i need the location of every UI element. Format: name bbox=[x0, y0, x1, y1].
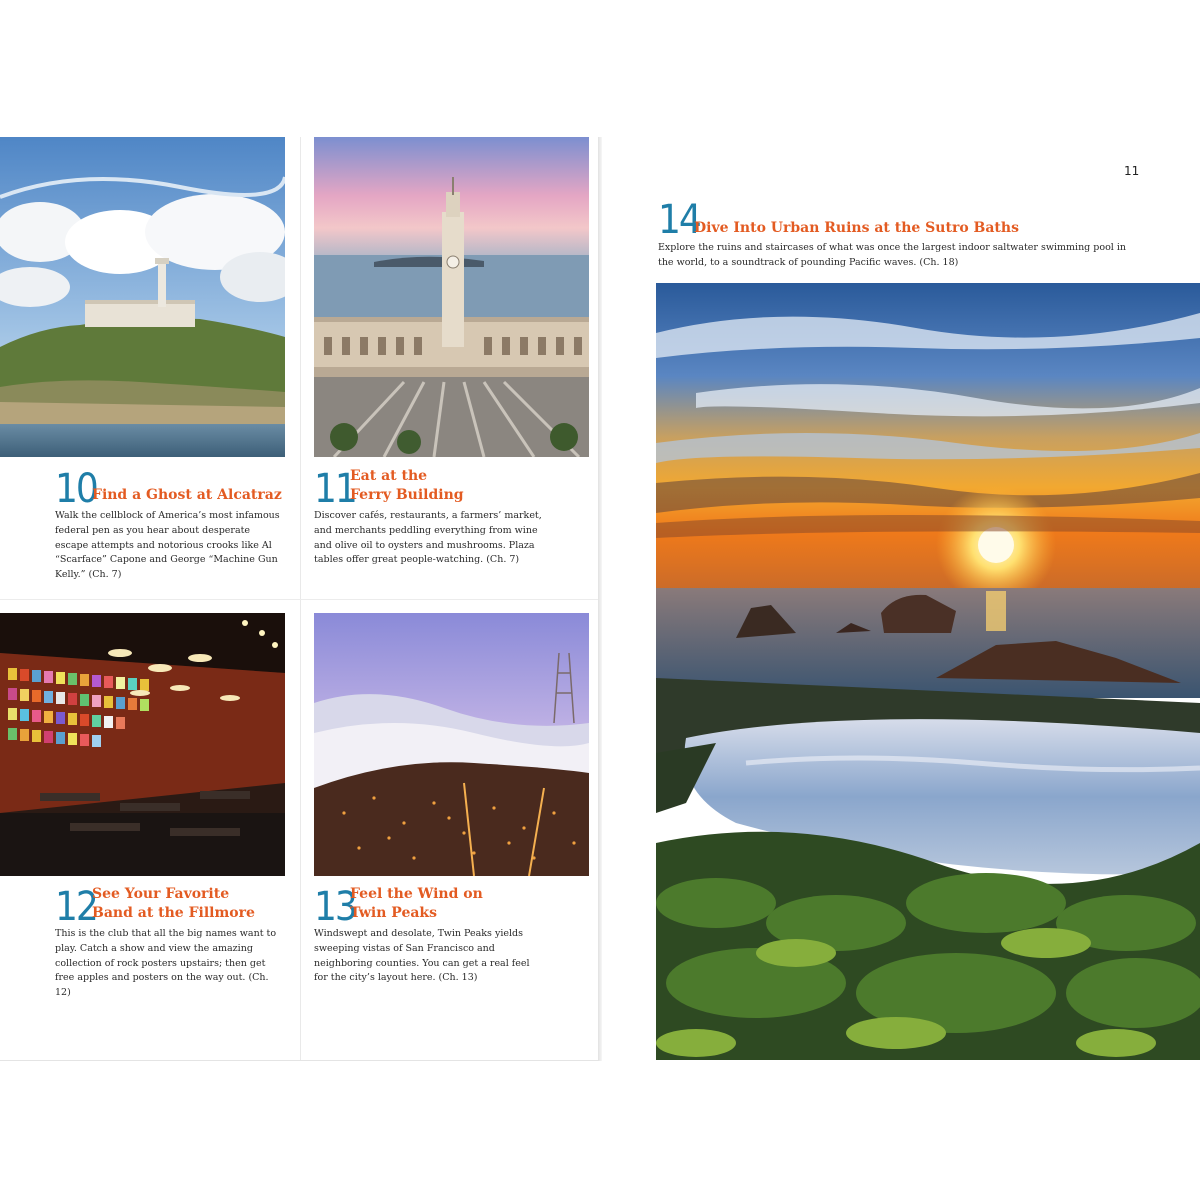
item-number: 13 bbox=[314, 884, 356, 930]
photo-twin-peaks bbox=[314, 613, 589, 876]
item-title: Dive Into Urban Ruins at the Sutro Baths bbox=[694, 220, 1019, 236]
item-number: 10 bbox=[55, 466, 97, 512]
item-description: Windswept and desolate, Twin Peaks yields sweeping vistas of San Francisco and neighboring counties. You can get a real feel for the city’s layout here. (Ch. 13) bbox=[314, 928, 530, 984]
item-title-line2: Ferry Building bbox=[350, 487, 464, 503]
book-spread bbox=[0, 137, 1200, 1061]
item-title: Find a Ghost at Alcatraz bbox=[92, 487, 282, 503]
item-description: Explore the ruins and staircases of what was once the largest indoor saltwater swimming pool in the world, to a soundtrack of pounding Pacific waves. (Ch. 18) bbox=[658, 242, 1127, 268]
item-number: 12 bbox=[55, 884, 97, 930]
item-title-line2: Twin Peaks bbox=[350, 905, 438, 921]
item-title-line1: Feel the Wind on bbox=[350, 886, 483, 902]
item-title-line2: Band at the Fillmore bbox=[92, 905, 255, 921]
page-number: 11 bbox=[1124, 164, 1140, 178]
item-description: This is the club that all the big names want to play. Catch a show and view the amazing collection of rock posters upstairs; then get free apples and posters on the way out. (Ch. 12) bbox=[55, 928, 277, 999]
item-title-line1: See Your Favorite bbox=[92, 886, 230, 902]
photo-alcatraz bbox=[0, 137, 285, 457]
item-number: 14 bbox=[658, 197, 700, 243]
row-divider bbox=[0, 599, 598, 600]
photo-sutro-baths bbox=[656, 283, 1200, 1060]
item-description: Discover cafés, restaurants, a farmers’ market, and merchants peddling everything from wine and olive oil to oysters and mushrooms. Plaza tables offer great people-watching. (Ch. 7) bbox=[314, 510, 542, 566]
page-bottom-rule bbox=[0, 1060, 598, 1061]
right-page bbox=[602, 137, 1200, 1061]
item-title-line1: Eat at the bbox=[350, 468, 428, 484]
photo-fillmore bbox=[0, 613, 285, 876]
photo-ferry-building bbox=[314, 137, 589, 457]
item-description: Walk the cellblock of America’s most infamous federal pen as you hear about desperate escape attempts and notorious crooks like Al “Scarface” Capone and George “Machine Gun Kelly.” (Ch. 7) bbox=[55, 510, 280, 581]
left-page bbox=[0, 137, 600, 1061]
item-number: 11 bbox=[314, 466, 356, 512]
